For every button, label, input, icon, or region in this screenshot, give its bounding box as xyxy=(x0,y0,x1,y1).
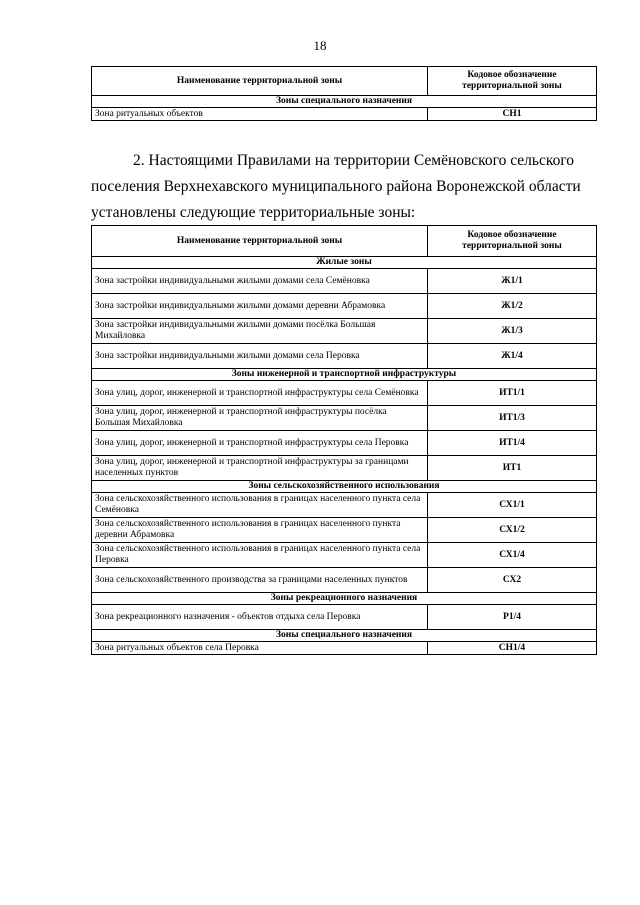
zone-code: СХ1/4 xyxy=(428,543,597,568)
zone-name: Зона застройки индивидуальными жилыми домами посёлка Большая Михайловка xyxy=(92,319,428,344)
zone-code: СХ1/2 xyxy=(428,518,597,543)
header-zone-code: Кодовое обозначение территориальной зоны xyxy=(428,67,597,96)
zones-table xyxy=(91,225,597,655)
paragraph-line: 2. Настоящими Правилами на территории Семёновского сельского xyxy=(133,152,575,169)
body-paragraph xyxy=(91,148,596,226)
zone-name: Зона улиц, дорог, инженерной и транспортной инфраструктуры села Перовка xyxy=(92,431,428,456)
table-row xyxy=(92,381,597,406)
zone-name: Зона улиц, дорог, инженерной и транспортной инфраструктуры за границами населенных пунктов xyxy=(92,456,428,481)
zone-name: Зона застройки индивидуальными жилыми домами села Семёновка xyxy=(92,269,428,294)
page-number: 18 xyxy=(313,38,327,53)
table-row xyxy=(92,269,597,294)
table-header-row xyxy=(92,67,597,96)
zone-name: Зона застройки индивидуальными жилыми домами села Перовка xyxy=(92,344,428,369)
zone-code: ИТ1/1 xyxy=(428,381,597,406)
table-row xyxy=(92,406,597,431)
zone-code: Ж1/1 xyxy=(428,269,597,294)
zone-name: Зона сельскохозяйственного использования в границах населенного пункта села Семёновка xyxy=(92,493,428,518)
header-zone-name: Наименование территориальной зоны xyxy=(92,226,428,257)
table-row xyxy=(92,642,597,655)
section-row xyxy=(92,593,597,605)
zone-code: Ж1/4 xyxy=(428,344,597,369)
table-row xyxy=(92,493,597,518)
table-row xyxy=(92,543,597,568)
table-row xyxy=(92,294,597,319)
section-title: Зоны специального назначения xyxy=(92,630,597,642)
header-zone-code: Кодовое обозначение территориальной зоны xyxy=(428,226,597,257)
zones-table-continued xyxy=(91,66,597,121)
table-row xyxy=(92,344,597,369)
table-row xyxy=(92,431,597,456)
zone-name: Зона застройки индивидуальными жилыми домами деревни Абрамовка xyxy=(92,294,428,319)
zone-code: ИТ1/4 xyxy=(428,431,597,456)
section-title: Зоны сельскохозяйственного использования xyxy=(92,481,597,493)
zone-code: Ж1/3 xyxy=(428,319,597,344)
zone-code: ИТ1 xyxy=(428,456,597,481)
section-title: Зоны специального назначения xyxy=(92,96,597,108)
zone-code: СН1 xyxy=(428,108,597,121)
table-row xyxy=(92,456,597,481)
zone-name: Зона сельскохозяйственного использования в границах населенного пункта села Перовка xyxy=(92,543,428,568)
header-zone-name: Наименование территориальной зоны xyxy=(92,67,428,96)
zone-code: СХ1/1 xyxy=(428,493,597,518)
table-row xyxy=(92,605,597,630)
zone-code: Ж1/2 xyxy=(428,294,597,319)
table-row xyxy=(92,568,597,593)
table-row xyxy=(92,319,597,344)
zone-name: Зона ритуальных объектов xyxy=(92,108,428,121)
section-title: Зоны рекреационного назначения xyxy=(92,593,597,605)
zone-code: Р1/4 xyxy=(428,605,597,630)
zone-name: Зона улиц, дорог, инженерной и транспортной инфраструктуры села Семёновка xyxy=(92,381,428,406)
zone-name: Зона улиц, дорог, инженерной и транспортной инфраструктуры посёлка Большая Михайловка xyxy=(92,406,428,431)
zone-name: Зона сельскохозяйственного производства за границами населенных пунктов xyxy=(92,568,428,593)
table-row xyxy=(92,108,597,121)
zone-name: Зона рекреационного назначения - объектов отдыха села Перовка xyxy=(92,605,428,630)
section-row xyxy=(92,630,597,642)
zone-name: Зона сельскохозяйственного использования в границах населенного пункта деревни Абрамовка xyxy=(92,518,428,543)
paragraph-line: установлены следующие территориальные зоны: xyxy=(91,204,416,221)
section-row xyxy=(92,481,597,493)
table-row xyxy=(92,518,597,543)
zone-code: СН1/4 xyxy=(428,642,597,655)
section-row xyxy=(92,369,597,381)
zone-code: ИТ1/3 xyxy=(428,406,597,431)
zone-name: Зона ритуальных объектов села Перовка xyxy=(92,642,428,655)
section-row xyxy=(92,257,597,269)
section-title: Зоны инженерной и транспортной инфраструктуры xyxy=(92,369,597,381)
zone-code: СХ2 xyxy=(428,568,597,593)
table-header-row xyxy=(92,226,597,257)
paragraph-line: поселения Верхнехавского муниципального района Воронежской области xyxy=(91,178,581,195)
section-title: Жилые зоны xyxy=(92,257,597,269)
section-row xyxy=(92,96,597,108)
